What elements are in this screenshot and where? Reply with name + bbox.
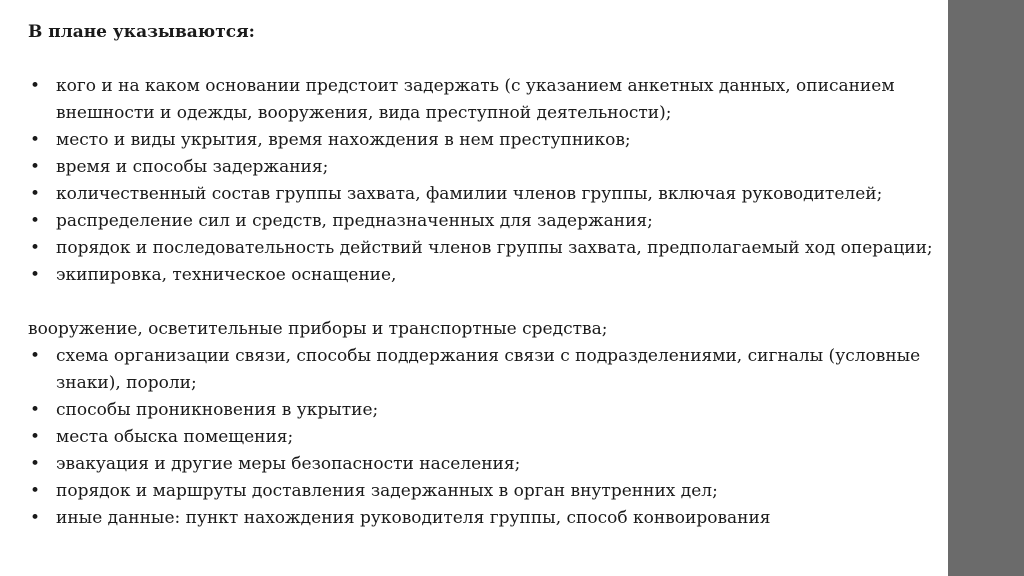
list-item-text: распределение сил и средств, предназначенных для задержания; [56,211,653,231]
bullet-icon: • [29,508,41,528]
slide-content [28,19,933,532]
list-item [28,505,933,532]
list-item [28,424,933,451]
list-item [28,127,933,154]
list-item-text: схема организации связи, способы поддержания связи с подразделениями, сигналы (условные знаки), пороли; [56,346,921,393]
list-item [28,262,933,289]
blank-line [28,289,933,316]
slide-heading: В плане указываются: [28,22,255,42]
list-item-text: эвакуация и другие меры безопасности населения; [56,454,521,474]
bullet-icon: • [29,184,41,204]
blank-line [28,46,933,73]
list-item [28,235,933,262]
bullet-icon: • [29,400,41,420]
list-item-text: место и виды укрытия, время нахождения в нем преступников; [56,130,631,150]
list-item [28,208,933,235]
list-item-text: способы проникновения в укрытие; [56,400,379,420]
list-item-text: количественный состав группы захвата, фамилии членов группы, включая руководителей; [56,184,883,204]
list-item-text: кого и на каком основании предстоит задержать (с указанием анкетных данных, описанием внешности и одежды, вооружения, вида преступной деятельности); [56,76,895,123]
list-item-text: экипировка, техническое оснащение, [56,265,397,285]
bullet-icon: • [29,427,41,447]
list-item-text: иные данные: пункт нахождения руководителя группы, способ конвоирования [56,508,771,528]
bullet-list-2 [28,343,933,532]
list-item-text: время и способы задержания; [56,157,329,177]
bullet-icon: • [29,265,41,285]
list-item-text: места обыска помещения; [56,427,294,447]
bullet-icon: • [29,346,41,366]
bullet-icon: • [29,481,41,501]
list-item-text: порядок и последовательность действий членов группы захвата, предполагаемый ход операции; [56,238,933,258]
list-item-text: порядок и маршруты доставления задержанных в орган внутренних дел; [56,481,718,501]
bullet-icon: • [29,454,41,474]
paragraph-text: вооружение, осветительные приборы и транспортные средства; [28,319,608,339]
bullet-icon: • [29,130,41,150]
list-item [28,73,933,127]
right-side-panel [948,0,1024,576]
list-item [28,397,933,424]
bullet-icon: • [29,238,41,258]
list-item [28,343,933,397]
list-item [28,451,933,478]
bullet-icon: • [29,76,41,96]
bullet-icon: • [29,157,41,177]
list-item [28,154,933,181]
list-item [28,181,933,208]
bullet-icon: • [29,211,41,231]
bullet-list-1 [28,73,933,289]
list-item [28,478,933,505]
